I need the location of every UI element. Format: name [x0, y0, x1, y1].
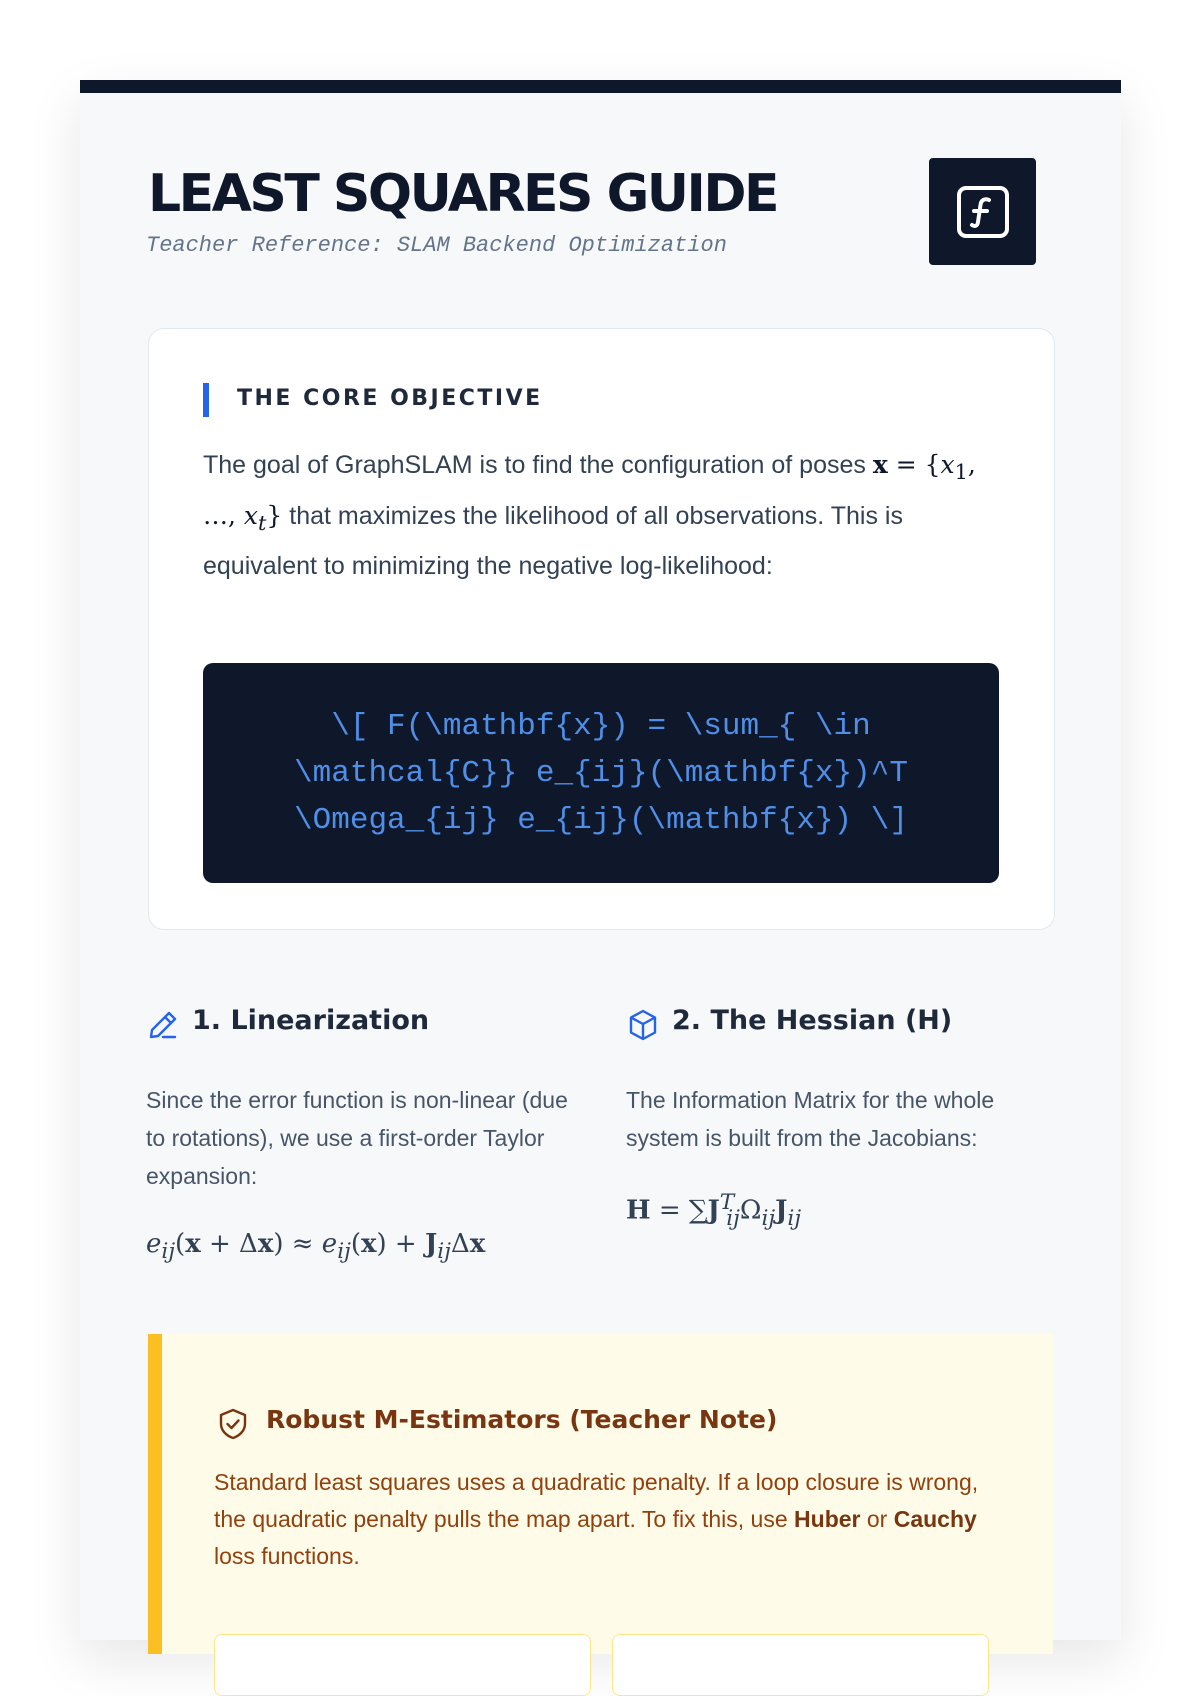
note-text-part-2: or [860, 1506, 894, 1532]
hessian-text: The Information Matrix for the whole system is built from the Jacobians: [626, 1087, 995, 1151]
objective-latex: \[ F(\mathbf{x}) = \sum_{ \in \mathcal{C}} e_{ij}(\mathbf{x})^T \Omega_{ij} e_{ij}(\mathbf{x}) \] [294, 708, 908, 838]
pencil-icon [146, 1008, 180, 1042]
note-subcard-left [214, 1634, 591, 1696]
guide-page [80, 80, 1121, 1640]
top-accent-bar [80, 80, 1121, 93]
intro-text-after: that maximizes the likelihood of all observations. This is equivalent to minimizing the negative log-likelihood: [203, 502, 903, 580]
hessian-title: 2. The Hessian (H) [672, 1005, 953, 1036]
note-subcard-right [612, 1634, 989, 1696]
huber-term: Huber [794, 1506, 861, 1532]
shield-check-icon [216, 1407, 250, 1441]
objective-code-block [203, 663, 999, 883]
logo [929, 158, 1036, 265]
linearization-title: 1. Linearization [192, 1005, 430, 1036]
intro-text-before: The goal of GraphSLAM is to find the configuration of poses [203, 451, 866, 479]
note-text-part-1: Standard least squares uses a quadratic penalty. If a loop closure is wrong, the quadratic penalty pulls the map apart. To fix this, use [214, 1469, 979, 1532]
cube-icon [626, 1008, 660, 1042]
linearization-heading [146, 1005, 571, 1045]
linearization-text: Since the error function is non-linear (due to rotations), we use a first-order Taylor expansion: [146, 1087, 568, 1189]
page-subtitle: Teacher Reference: SLAM Backend Optimization [146, 233, 727, 258]
note-accent-bar [148, 1334, 162, 1654]
teacher-note-callout [148, 1334, 1053, 1654]
page-title: LEAST SQUARES GUIDE [148, 164, 778, 224]
heading-accent-line [203, 383, 209, 417]
section-title: THE CORE OBJECTIVE [237, 386, 543, 411]
hessian-formula: $H = \sum J^T_{ij}\Omega_{ij}J_{ij}$ [626, 1190, 802, 1231]
note-title: Robust M-Estimators (Teacher Note) [266, 1405, 778, 1434]
note-text-part-3: loss functions. [214, 1543, 360, 1569]
taylor-expansion-formula: $e_{ij}(x + \Delta x) \approx e_{ij}(x) + J_{ij}\Delta x$ [146, 1229, 486, 1265]
intro-paragraph [203, 443, 1003, 588]
pose-set-formula: $x = \{x_1$, …, $x_t$} [203, 450, 976, 535]
note-text [214, 1464, 1004, 1575]
cauchy-term: Cauchy [893, 1506, 977, 1532]
function-icon [955, 184, 1011, 240]
core-objective-card [148, 328, 1055, 930]
hessian-heading [626, 1005, 1051, 1045]
